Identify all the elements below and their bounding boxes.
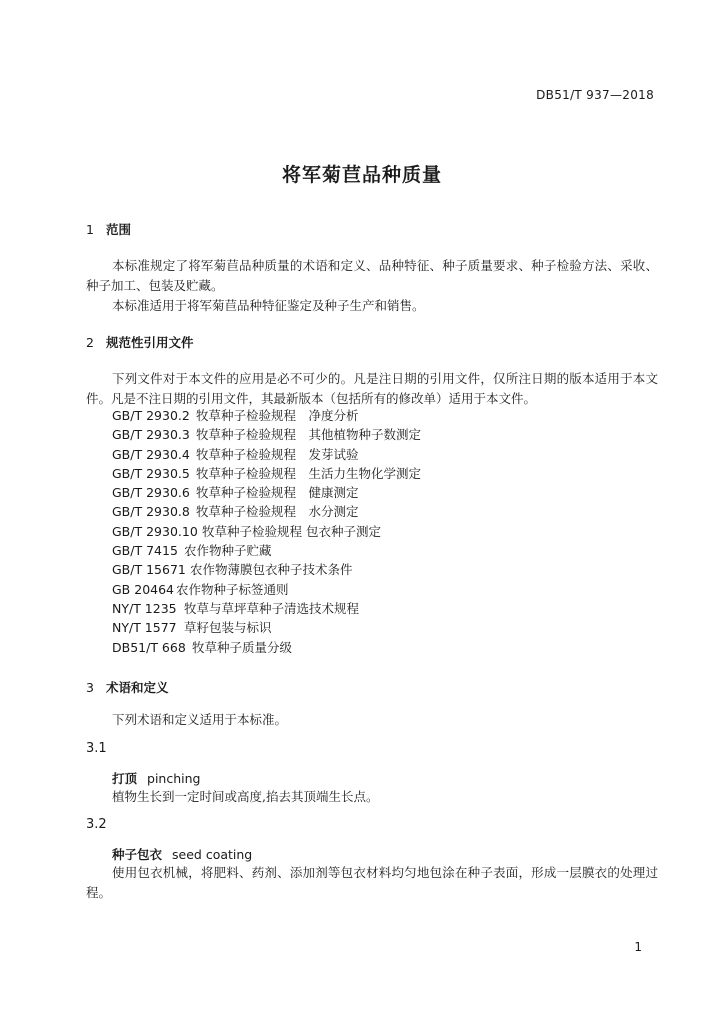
reference-title: 牧草种子检验规程 包衣种子测定 <box>202 523 381 539</box>
reference-item <box>112 580 421 599</box>
reference-item <box>112 560 421 579</box>
terms-intro: 下列术语和定义适用于本标准。 <box>112 712 288 727</box>
section-3-heading <box>86 678 169 696</box>
reference-title: 牧草与草坪草种子清选技术规程 <box>184 600 360 616</box>
reference-title: 牧草种子检验规程 发芽试验 <box>196 446 359 462</box>
page-number: 1 <box>634 940 642 954</box>
reference-code: GB/T 2930.6 <box>112 485 190 501</box>
document-title: 将军菊苣品种质量 <box>281 164 442 186</box>
section-3-number: 3 <box>86 680 94 695</box>
reference-code: DB51/T 668 <box>112 639 186 655</box>
reference-code: GB/T 2930.4 <box>112 446 190 462</box>
reference-item <box>112 522 421 541</box>
scope-paragraph-2: 本标准适用于将军菊苣品种特征鉴定及种子生产和销售。 <box>112 298 425 313</box>
section-2-heading <box>86 333 194 351</box>
reference-code: GB/T 2930.10 <box>112 523 198 539</box>
term-name <box>112 845 252 863</box>
reference-title: 农作物薄膜包衣种子技术条件 <box>190 562 353 578</box>
reference-item <box>112 483 421 502</box>
reference-item <box>112 445 421 464</box>
term-name-en: pinching <box>147 771 201 786</box>
reference-title: 农作物种子贮藏 <box>184 543 272 559</box>
reference-code: GB/T 7415 <box>112 543 178 559</box>
reference-title: 牧草种子检验规程 水分测定 <box>196 504 359 520</box>
term-name-zh: 打顶 <box>112 771 138 786</box>
reference-item <box>112 464 421 483</box>
reference-code: GB/T 2930.8 <box>112 504 190 520</box>
term-definition: 植物生长到一定时间或高度,掐去其顶端生长点。 <box>112 789 379 804</box>
reference-item <box>112 638 421 657</box>
reference-title: 牧草种子检验规程 其他植物种子数测定 <box>196 427 422 443</box>
term-name-zh: 种子包衣 <box>112 847 163 862</box>
reference-item <box>112 406 421 425</box>
reference-item <box>112 502 421 521</box>
reference-item <box>112 618 421 637</box>
section-1-title: 范围 <box>106 222 132 237</box>
reference-title: 牧草种子检验规程 净度分析 <box>196 408 359 423</box>
scope-paragraph-1: 本标准规定了将军菊苣品种质量的术语和定义、品种特征、种子质量要求、种子检验方法、采收、种子加工、包装及贮藏。 <box>86 258 658 293</box>
reference-title: 牧草种子检验规程 健康测定 <box>196 485 359 501</box>
reference-code: GB/T 2930.2 <box>112 408 190 423</box>
term-name <box>112 769 200 787</box>
reference-item <box>112 599 421 618</box>
reference-code: GB/T 15671 <box>112 562 186 578</box>
reference-code: GB/T 2930.5 <box>112 465 190 481</box>
reference-code: NY/T 1235 <box>112 600 177 616</box>
term-number: 3.1 <box>86 741 107 756</box>
term-number: 3.2 <box>86 817 107 832</box>
section-1-number: 1 <box>86 222 94 237</box>
references-intro: 下列文件对于本文件的应用是必不可少的。凡是注日期的引用文件，仅所注日期的版本适用于本文件。凡是不注日期的引用文件，其最新版本（包括所有的修改单）适用于本文件。 <box>86 371 658 406</box>
section-2-title: 规范性引用文件 <box>106 335 194 350</box>
section-2-number: 2 <box>86 335 94 350</box>
reference-list <box>112 406 421 657</box>
reference-item <box>112 425 421 444</box>
term-name-en: seed coating <box>172 847 253 862</box>
section-3-title: 术语和定义 <box>106 680 169 695</box>
standard-code: DB51/T 937—2018 <box>536 88 654 102</box>
reference-item <box>112 541 421 560</box>
reference-title: 牧草种子检验规程 生活力生物化学测定 <box>196 465 422 481</box>
reference-code: GB 20464 <box>112 581 174 597</box>
reference-code: NY/T 1577 <box>112 620 177 636</box>
reference-code: GB/T 2930.3 <box>112 427 190 443</box>
section-1-heading <box>86 220 131 238</box>
reference-title: 草籽包装与标识 <box>184 620 272 636</box>
term-definition: 使用包衣机械，将肥料、药剂、添加剂等包衣材料均匀地包涂在种子表面，形成一层膜衣的处理过程。 <box>86 865 658 900</box>
reference-title: 牧草种子质量分级 <box>192 639 293 655</box>
reference-title: 农作物种子标签通则 <box>176 581 289 597</box>
